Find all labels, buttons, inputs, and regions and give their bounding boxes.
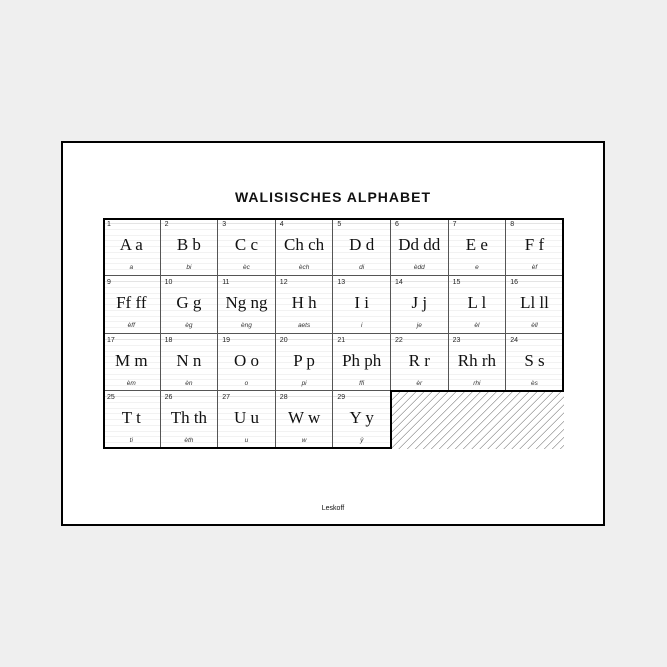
letter-cell: [161, 391, 219, 449]
letter-number: 12: [279, 278, 288, 286]
letter-number: 3: [222, 221, 227, 228]
letter-number: 16: [510, 278, 518, 286]
letter-number: 10: [164, 278, 173, 286]
letter-glyph: Rh rh: [457, 350, 497, 370]
letter-pronunciation: èg: [185, 321, 193, 329]
letter-glyph: Th th: [170, 408, 208, 428]
alphabet-grid: [103, 218, 564, 449]
letter-number: 8: [510, 221, 515, 228]
letter-glyph: D d: [349, 235, 375, 254]
letter-glyph: G g: [176, 292, 202, 312]
letter-cell: [506, 218, 564, 276]
letter-cell: [506, 334, 564, 392]
letter-number: 13: [337, 278, 346, 286]
letter-pronunciation: èth: [184, 437, 194, 445]
letter-number: 26: [164, 394, 173, 402]
letter-pronunciation: aets: [297, 321, 311, 329]
letter-cell: [103, 276, 161, 334]
letter-cell: [103, 391, 161, 449]
letter-cell: [218, 276, 276, 334]
letter-cell: [103, 218, 161, 276]
letter-glyph: F f: [524, 235, 545, 254]
letter-cell: [218, 334, 276, 392]
letter-number: 25: [107, 394, 115, 402]
letter-pronunciation: èm: [126, 379, 136, 387]
letter-cell: [449, 218, 507, 276]
letter-pronunciation: rhi: [473, 379, 481, 387]
letter-glyph: C c: [234, 235, 259, 254]
letter-number: 6: [395, 221, 399, 228]
brand-label: Leskoff: [321, 505, 345, 512]
letter-pronunciation: u: [244, 437, 249, 445]
letter-number: 24: [510, 336, 518, 344]
letter-pronunciation: bi: [186, 264, 192, 271]
letter-glyph: Ff ff: [116, 292, 147, 312]
letter-glyph: Y y: [349, 408, 374, 428]
letter-cell: [218, 391, 276, 449]
letter-number: 5: [337, 221, 342, 228]
poster-title: WALISISCHES ALPHABET: [234, 189, 432, 205]
letter-cell: [333, 334, 391, 392]
letter-number: 15: [452, 278, 461, 286]
letter-number: 17: [107, 336, 115, 344]
letter-pronunciation: èn: [185, 379, 193, 387]
letter-pronunciation: w: [301, 437, 307, 445]
letter-glyph: J j: [411, 292, 428, 312]
letter-number: 1: [107, 221, 111, 228]
letter-pronunciation: i: [360, 321, 363, 329]
letter-number: 7: [452, 221, 457, 228]
letter-glyph: Ll ll: [520, 292, 549, 312]
letter-cell: [276, 218, 334, 276]
letter-cell: [391, 218, 449, 276]
letter-number: 2: [164, 221, 169, 228]
letter-cell: [103, 334, 161, 392]
letter-number: 23: [452, 336, 461, 344]
letter-pronunciation: e: [475, 264, 479, 271]
letter-cell: [276, 391, 334, 449]
letter-cell: [333, 218, 391, 276]
letter-cell: [276, 334, 334, 392]
letter-pronunciation: ès: [531, 379, 538, 387]
letter-pronunciation: èff: [127, 321, 135, 329]
letter-glyph: W w: [287, 408, 321, 428]
letter-pronunciation: ffi: [359, 379, 365, 387]
letter-cell: [449, 334, 507, 392]
empty-hatched-area: [392, 392, 564, 449]
letter-number: 29: [337, 394, 346, 402]
letter-glyph: O o: [233, 350, 259, 370]
letter-number: 18: [164, 336, 173, 344]
letter-glyph: S s: [524, 350, 545, 370]
letter-glyph: P p: [293, 350, 315, 370]
letter-pronunciation: a: [129, 264, 134, 271]
letter-glyph: N n: [176, 350, 202, 370]
letter-number: 14: [395, 278, 403, 286]
letter-pronunciation: èll: [531, 321, 538, 329]
letter-pronunciation: èf: [531, 264, 538, 271]
letter-pronunciation: èch: [298, 264, 310, 271]
letter-glyph: H h: [291, 292, 317, 312]
letter-glyph: Dd dd: [398, 235, 441, 254]
letter-cell: [161, 218, 219, 276]
letter-cell: [449, 276, 507, 334]
letter-pronunciation: ti: [129, 437, 133, 445]
letter-cell: [161, 334, 219, 392]
letter-pronunciation: èr: [416, 379, 423, 387]
letter-pronunciation: èc: [243, 264, 250, 271]
letter-pronunciation: di: [359, 264, 365, 271]
letter-number: 27: [222, 394, 230, 402]
letter-number: 11: [222, 278, 230, 286]
letter-cell: [333, 391, 391, 449]
letter-number: 4: [279, 221, 284, 228]
letter-number: 21: [337, 336, 346, 344]
letter-pronunciation: èdd: [413, 264, 425, 271]
letter-pronunciation: o: [244, 379, 249, 387]
letter-pronunciation: je: [416, 321, 422, 329]
letter-number: 22: [395, 336, 403, 344]
letter-number: 9: [107, 278, 111, 286]
letter-pronunciation: èng: [241, 321, 252, 329]
letter-glyph: I i: [354, 292, 369, 312]
letter-pronunciation: pi: [301, 379, 307, 387]
letter-glyph: Ng ng: [225, 292, 268, 312]
letter-cell: [218, 218, 276, 276]
letter-glyph: Ph ph: [342, 350, 382, 370]
letter-cell: [391, 276, 449, 334]
letter-glyph: A a: [119, 235, 143, 254]
letter-cell: [276, 276, 334, 334]
letter-cell: [391, 334, 449, 392]
letter-pronunciation: èl: [474, 321, 480, 329]
letter-glyph: M m: [115, 350, 148, 370]
letter-cell: [161, 276, 219, 334]
letter-glyph: T t: [121, 408, 141, 428]
letter-number: 20: [279, 336, 288, 344]
letter-glyph: L l: [467, 292, 487, 312]
letter-pronunciation: ŷ: [360, 437, 364, 445]
letter-cell: [333, 276, 391, 334]
letter-number: 19: [222, 336, 230, 344]
letter-glyph: R r: [408, 350, 430, 370]
letter-glyph: E e: [465, 235, 488, 254]
letter-glyph: U u: [233, 408, 259, 428]
letter-glyph: Ch ch: [284, 235, 325, 254]
letter-number: 28: [279, 394, 288, 402]
letter-cell: [506, 276, 564, 334]
letter-glyph: B b: [176, 235, 201, 254]
